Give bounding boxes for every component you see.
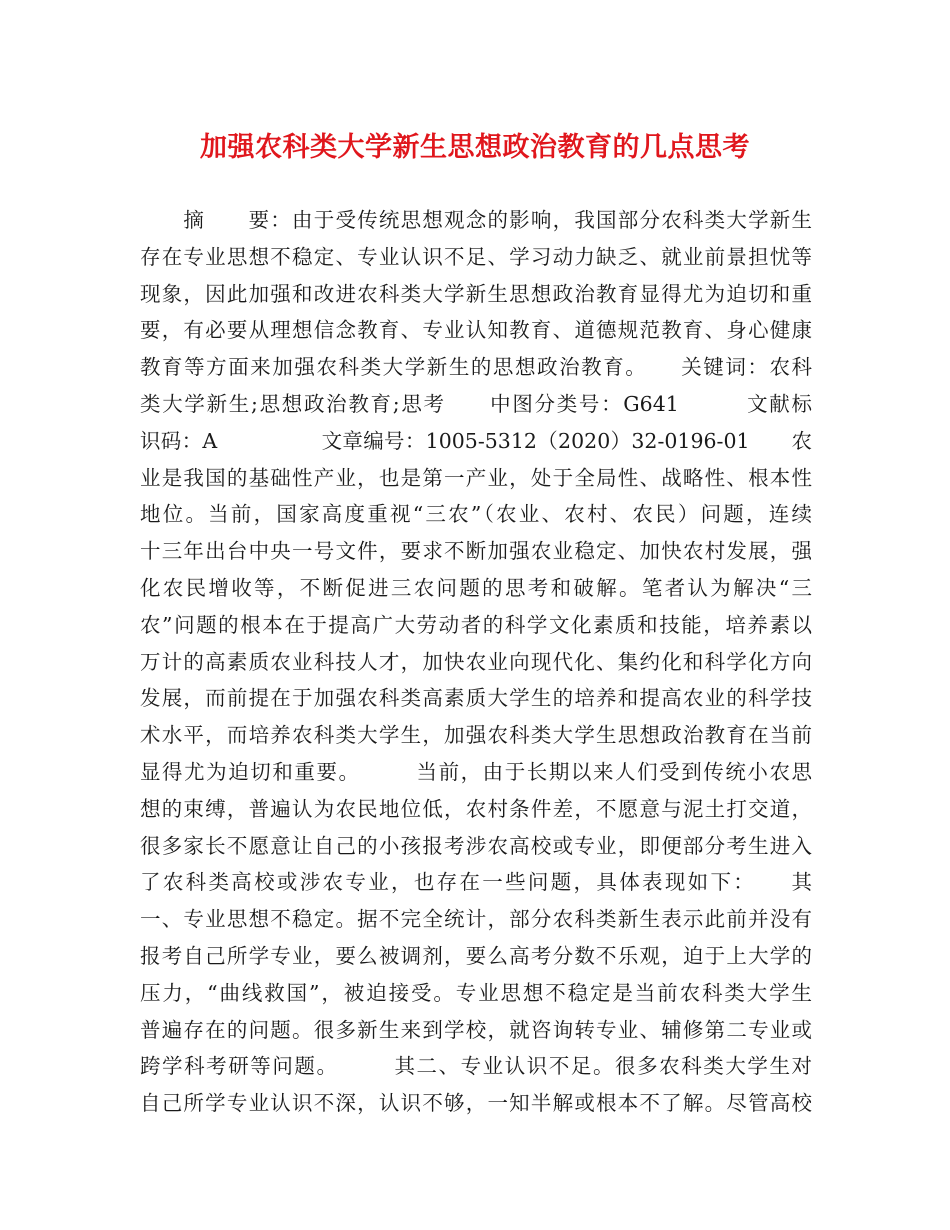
body-line: 跨学科考研等问题。 其二、专业认识不足。很多农科类大学生对 — [140, 1054, 812, 1079]
body-line: 类大学新生;思想政治教育;思考 中图分类号：G641 文献标 — [140, 392, 812, 416]
body-line: 了农科类高校或涉农专业，也存在一些问题，具体表现如下： 其 — [140, 870, 812, 895]
body-line: 十三年出台中央一号文件，要求不断加强农业稳定、加快农村发展，强 — [140, 539, 812, 564]
body-line: 化农民增收等，不断促进三农问题的思考和破解。笔者认为解决“三 — [140, 576, 812, 600]
body-line: 万计的高素质农业科技人才，加快农业向现代化、集约化和科学化方向 — [140, 649, 812, 674]
body-line: 农”问题的根本在于提高广大劳动者的科学文化素质和技能，培养素以 — [140, 612, 812, 637]
body-line: 压力，“曲线救国”，被迫接受。专业思想不稳定是当前农科类大学生 — [140, 980, 812, 1005]
body-line: 现象，因此加强和改进农科类大学新生思想政治教育显得尤为迫切和重 — [140, 281, 812, 306]
body-line: 术水平，而培养农科类大学生，加强农科类大学生思想政治教育在当前 — [140, 723, 812, 748]
body-line: 地位。当前，国家高度重视“三农”（农业、农村、农民）问题，连续 — [140, 502, 812, 527]
body-line: 想的束缚，普遍认为农民地位低，农村条件差，不愿意与泥土打交道， — [140, 796, 812, 821]
body-line: 很多家长不愿意让自己的小孩报考涉农高校或专业，即便部分考生进入 — [140, 833, 812, 858]
body-line: 报考自己所学专业，要么被调剂，要么高考分数不乐观，迫于上大学的 — [140, 944, 812, 968]
body-line: 一、专业思想不稳定。据不完全统计，部分农科类新生表示此前并没有 — [140, 907, 812, 932]
body-line: 识码：A 文章编号：1005-5312（2020）32-0196-01 农 — [140, 428, 812, 453]
body-line: 存在专业思想不稳定、专业认识不足、学习动力缺乏、就业前景担忧等 — [140, 244, 812, 269]
body-line: 普遍存在的问题。很多新生来到学校，就咨询转专业、辅修第二专业或 — [140, 1017, 812, 1042]
body-line: 自己所学专业认识不深，认识不够，一知半解或根本不了解。尽管高校 — [140, 1091, 812, 1116]
body-line: 业是我国的基础性产业，也是第一产业，处于全局性、战略性、根本性 — [140, 465, 812, 490]
body-line: 要，有必要从理想信念教育、专业认知教育、道德规范教育、身心健康 — [140, 318, 812, 343]
body-line: 教育等方面来加强农科类大学新生的思想政治教育。 关键词：农科 — [140, 355, 812, 380]
body-line: 摘 要：由于受传统思想观念的影响，我国部分农科类大学新生 — [140, 208, 812, 232]
body-line: 显得尤为迫切和重要。 当前，由于长期以来人们受到传统小农思 — [140, 760, 812, 784]
body-line: 发展，而前提在于加强农科类高素质大学生的培养和提高农业的科学技 — [140, 686, 812, 711]
document-title: 加强农科类大学新生思想政治教育的几点思考 — [200, 132, 750, 163]
